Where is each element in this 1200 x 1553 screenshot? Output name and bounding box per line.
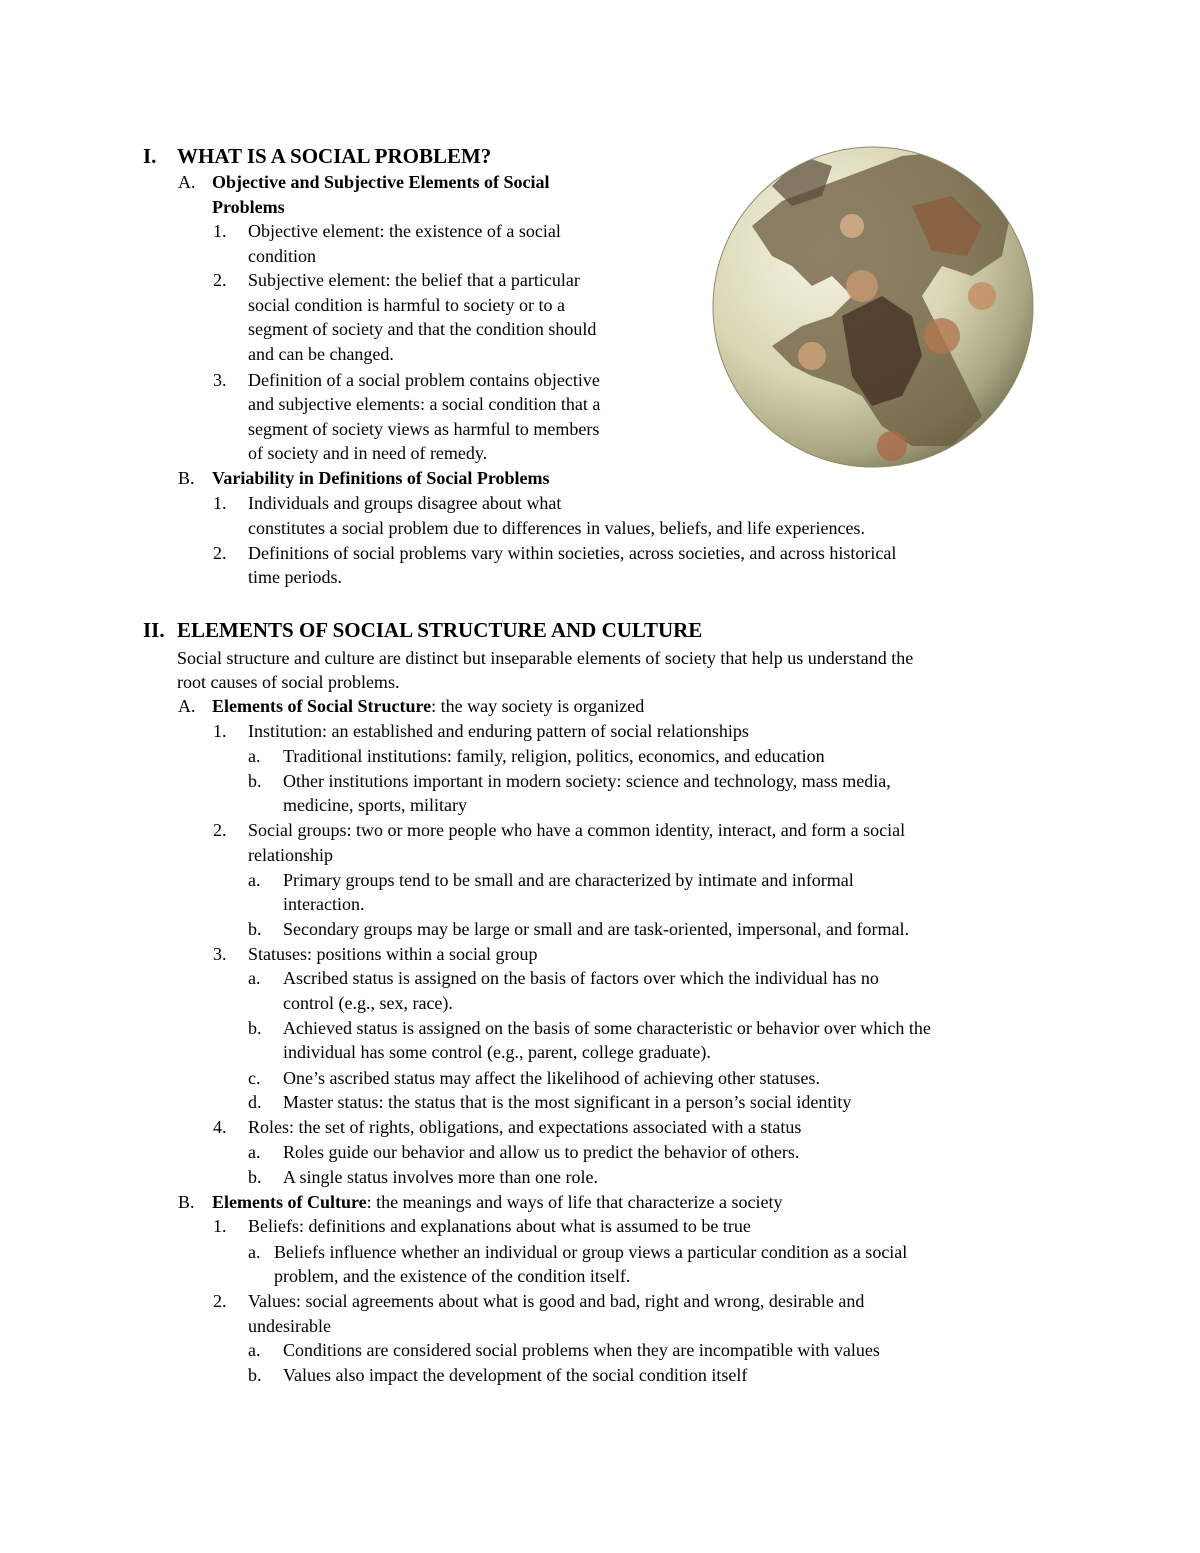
list-item-text: Roles guide our behavior and allow us to predict the behavior of others. [283, 1142, 800, 1162]
subsection-heading: Variability in Definitions of Social Problems [212, 468, 550, 488]
list-item-text: Institution: an established and enduring pattern of social relationships [248, 721, 749, 741]
outline-marker: 1. [213, 1216, 227, 1236]
list-item-text: medicine, sports, military [283, 795, 467, 815]
outline-marker: 2. [213, 1291, 227, 1311]
list-item-text: Beliefs: definitions and explanations about what is assumed to be true [248, 1216, 751, 1236]
list-item-text: Master status: the status that is the most significant in a person’s social identity [283, 1092, 852, 1112]
outline-marker: b. [248, 919, 262, 939]
outline-marker: a. [248, 746, 261, 766]
subsection-heading: Objective and Subjective Elements of Social [212, 172, 550, 192]
subsection-heading-rest: : the meanings and ways of life that characterize a society [366, 1192, 783, 1212]
list-item-text: Social groups: two or more people who have a common identity, interact, and form a social [248, 820, 906, 840]
list-item-text: Beliefs influence whether an individual or group views a particular condition as a social [274, 1242, 908, 1262]
list-item-text: individual has some control (e.g., parent, college graduate). [283, 1042, 711, 1062]
outline-marker: a. [248, 1340, 261, 1360]
list-item-text: Ascribed status is assigned on the basis of factors over which the individual has no [283, 968, 879, 988]
outline-marker: b. [248, 1167, 262, 1187]
subsection-heading-bold: Elements of Culture [212, 1192, 367, 1212]
outline-marker: 2. [213, 270, 227, 290]
list-item-text: Traditional institutions: family, religion, politics, economics, and education [283, 746, 825, 766]
list-item-text: constitutes a social problem due to differences in values, beliefs, and life experiences. [248, 518, 865, 538]
outline-marker: B. [178, 1192, 195, 1212]
list-item-text: control (e.g., sex, race). [283, 993, 453, 1013]
subsection-heading: Problems [212, 197, 285, 217]
outline-marker: 1. [213, 721, 227, 741]
outline-marker: a. [248, 1142, 261, 1162]
list-item-text: Individuals and groups disagree about what [248, 493, 562, 513]
outline-marker: 2. [213, 820, 227, 840]
list-item-text: undesirable [248, 1316, 331, 1336]
list-item-text: Subjective element: the belief that a particular [248, 270, 580, 290]
outline-marker: d. [248, 1092, 262, 1112]
list-item-text: Objective element: the existence of a social [248, 221, 561, 241]
list-item-text: Statuses: positions within a social group [248, 944, 538, 964]
list-item-text: segment of society and that the condition should [248, 319, 597, 339]
section-title: ELEMENTS OF SOCIAL STRUCTURE AND CULTURE [177, 618, 703, 642]
subsection-heading-rest: : the way society is organized [431, 696, 645, 716]
globe-collage-image [712, 146, 1034, 468]
outline-marker: a. [248, 1242, 261, 1262]
section-number: I. [143, 144, 157, 168]
outline-marker: b. [248, 1018, 262, 1038]
list-item-text: social condition is harmful to society or to a [248, 295, 565, 315]
list-item-text: and subjective elements: a social condition that a [248, 394, 601, 414]
outline-marker: 3. [213, 370, 227, 390]
list-item-text: segment of society views as harmful to members [248, 419, 600, 439]
list-item-text: relationship [248, 845, 333, 865]
subsection-heading-bold: Elements of Social Structure [212, 696, 432, 716]
outline-marker: 1. [213, 221, 227, 241]
list-item-text: condition [248, 246, 316, 266]
outline-marker: b. [248, 771, 262, 791]
list-item-text: Roles: the set of rights, obligations, and expectations associated with a status [248, 1117, 802, 1137]
outline-marker: 2. [213, 543, 227, 563]
outline-marker: c. [248, 1068, 261, 1088]
outline-marker: a. [248, 968, 261, 988]
outline-marker: 4. [213, 1117, 227, 1137]
subsection-heading [212, 694, 644, 719]
list-item-text: problem, and the existence of the condition itself. [274, 1266, 631, 1286]
section-title: WHAT IS A SOCIAL PROBLEM? [177, 144, 492, 168]
list-item-text: A single status involves more than one role. [283, 1167, 598, 1187]
list-item-text: Other institutions important in modern society: science and technology, mass media, [283, 771, 891, 791]
list-item-text: One’s ascribed status may affect the likelihood of achieving other statuses. [283, 1068, 821, 1088]
section-intro: root causes of social problems. [177, 672, 400, 692]
list-item-text: of society and in need of remedy. [248, 443, 488, 463]
outline-marker: A. [178, 696, 196, 716]
section-intro: Social structure and culture are distinct but inseparable elements of society that help us understand the [177, 648, 914, 668]
list-item-text: Achieved status is assigned on the basis of some characteristic or behavior over which the [283, 1018, 931, 1038]
outline-marker: a. [248, 870, 261, 890]
list-item-text: Values also impact the development of the social condition itself [283, 1365, 748, 1385]
subsection-heading [212, 1190, 782, 1215]
list-item-text: Definitions of social problems vary within societies, across societies, and across historical [248, 543, 897, 563]
list-item-text: Primary groups tend to be small and are characterized by intimate and informal [283, 870, 854, 890]
outline-marker: B. [178, 468, 195, 488]
list-item-text: and can be changed. [248, 344, 394, 364]
list-item-text: time periods. [248, 567, 342, 587]
list-item-text: Values: social agreements about what is good and bad, right and wrong, desirable and [248, 1291, 865, 1311]
list-item-text: interaction. [283, 894, 365, 914]
outline-marker: 3. [213, 944, 227, 964]
outline-marker: 1. [213, 493, 227, 513]
list-item-text: Conditions are considered social problems when they are incompatible with values [283, 1340, 880, 1360]
list-item-text: Secondary groups may be large or small and are task-oriented, impersonal, and formal. [283, 919, 909, 939]
list-item-text: Definition of a social problem contains objective [248, 370, 600, 390]
outline-marker: A. [178, 172, 196, 192]
section-number: II. [143, 618, 165, 642]
outline-marker: b. [248, 1365, 262, 1385]
